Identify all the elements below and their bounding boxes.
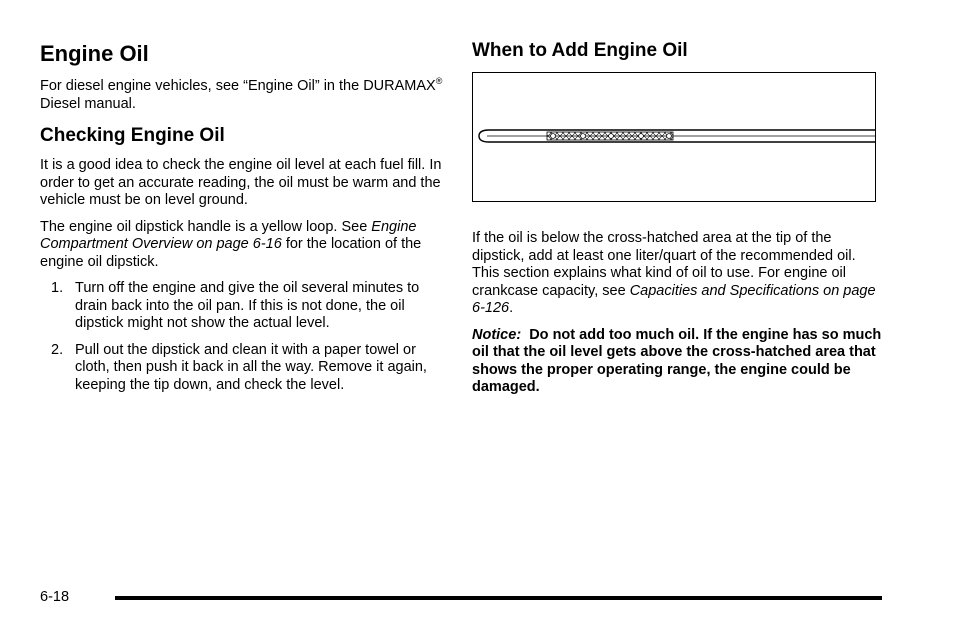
step-number: 1. (51, 280, 64, 296)
notice-paragraph (472, 326, 886, 397)
dipstick-illustration (472, 72, 876, 202)
intro-paragraph (40, 78, 445, 113)
checking-paragraph-1: It is a good idea to check the engine oil level at each fuel fill. In order to get an accurate reading, the oil must be warm and the vehicle must be on level ground. (40, 157, 442, 208)
page-title: Engine Oil (40, 41, 149, 66)
cross-reference-link[interactable]: Engine Compartment Overview on page 6‑16 (40, 218, 417, 252)
capacities-reference-link[interactable]: Capacities and Specifications on page 6‑126 (472, 282, 876, 316)
when-to-add-text: If the oil is below the cross-hatched area at the tip of the dipstick, add at least one liter/quart of the recommended oil. This section explains what kind of oil to use. For engine oil crankcase capacity, see (472, 230, 856, 299)
dipstick-icon (473, 73, 875, 201)
list-item (40, 280, 445, 333)
intro-text-end: Diesel manual. (40, 95, 136, 112)
list-item (40, 342, 445, 395)
notice-label: Notice: (472, 326, 522, 343)
notice-text: Do not add too much oil. If the engine has so much oil that the oil level gets above the cross-hatched area that shows the proper operating range, the engine could be damaged. (472, 326, 886, 395)
when-to-add-paragraph (472, 230, 882, 318)
left-column (40, 40, 445, 403)
footer-rule (115, 596, 882, 600)
section-heading-when-to-add: When to Add Engine Oil (472, 40, 688, 61)
checking-paragraph-2 (40, 219, 445, 272)
step-text: Pull out the dipstick and clean it with a paper towel or cloth, then push it back in all the way. Remove it again, keeping the tip down, and check the level. (75, 341, 427, 393)
registered-mark: ® (435, 76, 443, 86)
when-to-add-text-end: . (509, 300, 514, 316)
steps-list (40, 280, 445, 394)
right-column (472, 40, 886, 406)
para2-text-end: for the location of the engine oil dipstick. (40, 236, 422, 270)
section-heading-checking: Checking Engine Oil (40, 125, 225, 146)
intro-text: For diesel engine vehicles, see “Engine Oil” in the DURAMAX (40, 78, 436, 94)
step-number: 2. (51, 341, 64, 358)
page-number: 6-18 (40, 589, 70, 605)
step-text: Turn off the engine and give the oil several minutes to drain back into the oil pan. If this is not done, the oil dipstick might not show the actual level. (75, 280, 420, 331)
para2-text: The engine oil dipstick handle is a yellow loop. See (40, 218, 372, 235)
